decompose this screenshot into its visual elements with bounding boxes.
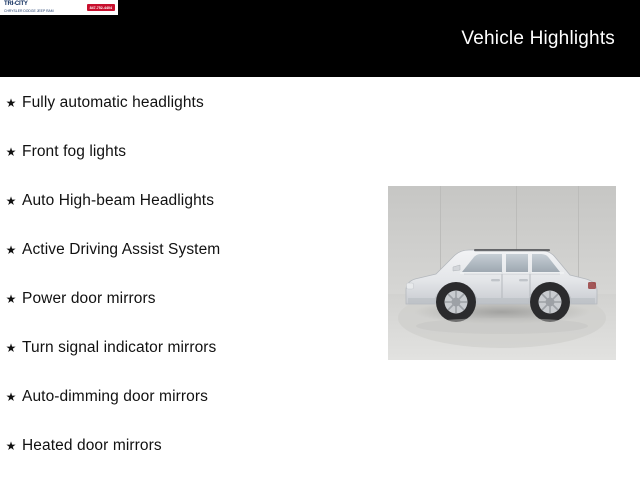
highlight-label: Fully automatic headlights: [22, 94, 204, 111]
star-bullet-icon: ★: [5, 145, 17, 159]
page-title: Vehicle Highlights: [461, 28, 615, 49]
list-item: [0, 388, 380, 437]
star-bullet-icon: ★: [5, 341, 17, 355]
list-item: [0, 339, 380, 388]
front-door-handle: [491, 279, 500, 281]
highlight-label: Power door mirrors: [22, 290, 156, 307]
highlight-label: Turn signal indicator mirrors: [22, 339, 217, 356]
list-item: [0, 437, 380, 486]
star-bullet-icon: ★: [5, 194, 17, 208]
highlight-label: Active Driving Assist System: [22, 241, 221, 258]
star-bullet-icon: ★: [5, 243, 17, 257]
highlight-label: Auto-dimming door mirrors: [22, 388, 208, 405]
dealer-logo-name: [0, 1, 54, 15]
list-item: [0, 241, 380, 290]
highlight-label: Front fog lights: [22, 143, 127, 160]
highlights-list: [0, 77, 380, 486]
highlight-label: Auto High-beam Headlights: [22, 192, 215, 209]
list-item: [0, 143, 380, 192]
page-header: [0, 0, 640, 77]
list-item: [0, 290, 380, 339]
vehicle-photo: [388, 186, 616, 360]
taillight: [588, 282, 596, 289]
highlight-label: Heated door mirrors: [22, 437, 162, 454]
star-bullet-icon: ★: [5, 96, 17, 110]
rear-door-handle: [519, 279, 528, 281]
dealer-phone-badge: 847-752-4404: [87, 4, 115, 11]
rear-door-window: [506, 254, 528, 272]
vehicle-photo-illustration: [388, 186, 616, 360]
dealer-logo-subtitle: CHRYSLER DODGE JEEP RAM: [4, 8, 54, 13]
list-item: [0, 192, 380, 241]
star-bullet-icon: ★: [5, 292, 17, 306]
headlight: [407, 283, 414, 289]
dealer-logo: [0, 0, 118, 15]
dealer-logo-title: TRI-CITY: [4, 0, 28, 7]
list-item: [0, 94, 380, 143]
star-bullet-icon: ★: [5, 439, 17, 453]
star-bullet-icon: ★: [5, 390, 17, 404]
